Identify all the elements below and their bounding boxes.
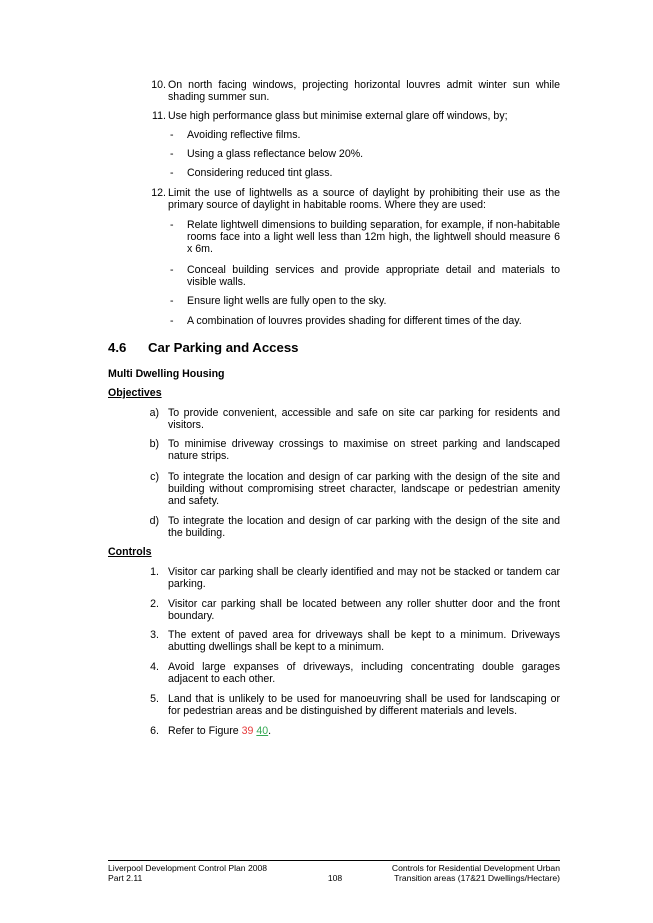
objective-text: To integrate the location and design of car parking with the design of the site and the building. [168,515,560,540]
bullet-text: Using a glass reflectance below 20%. [187,148,364,160]
control-number: 5. [150,693,159,705]
control-text [168,725,560,737]
item-number: 10. [151,79,166,91]
control-number: 2. [150,598,159,610]
subheading: Multi Dwelling Housing [108,368,225,380]
dash-bullet: - [170,315,174,327]
control-text: Visitor car parking shall be located between any roller shutter door and the front boundary. [168,598,560,623]
item-text: On north facing windows, projecting horizontal louvres admit winter sun while shading summer sun. [168,79,560,104]
bullet-text: Considering reduced tint glass. [187,167,333,179]
item-number: 12. [151,187,166,199]
control-text-suffix: . [268,725,272,737]
objective-text: To minimise driveway crossings to maximise on street parking and landscaped nature strips. [168,438,560,463]
dash-bullet: - [170,148,174,160]
footer-rule [108,860,560,861]
objective-text: To provide convenient, accessible and safe on site car parking for residents and visitors. [168,407,560,432]
control-number: 4. [150,661,159,673]
deleted-figure-ref: 39 [241,725,254,737]
footer-section-title: Controls for Residential Development Urban [391,863,560,873]
inserted-figure-link[interactable]: 40 [256,725,269,737]
footer-left [108,863,267,884]
footer-right [360,863,560,884]
control-number: 1. [150,566,159,578]
footer-doc-title: Liverpool Development Control Plan 2008 [108,863,268,873]
control-text: Visitor car parking shall be clearly identified and may not be stacked or tandem car parking. [168,566,560,591]
control-text-prefix: Refer to Figure [168,725,242,737]
item-text: Limit the use of lightwells as a source of daylight by prohibiting their use as the primary source of daylight in habitable rooms. Where they are used: [168,187,560,212]
objectives-heading: Objectives [108,387,162,399]
dash-bullet: - [170,295,174,307]
objective-label: a) [149,407,159,419]
footer-section-subtitle: Transition areas (17&21 Dwellings/Hectare) [394,873,560,884]
objective-label: d) [149,515,159,527]
bullet-text: Ensure light wells are fully open to the sky. [187,295,387,307]
section-heading [108,340,299,355]
control-number: 6. [150,725,159,737]
page-number: 108 [327,873,343,883]
item-text: Use high performance glass but minimise external glare off windows, by; [168,110,508,122]
dash-bullet: - [170,129,174,141]
bullet-text: A combination of louvres provides shading for different times of the day. [187,315,522,327]
section-number: 4.6 [108,340,127,355]
objective-text: To integrate the location and design of car parking with the design of the site and building without compromising street character, landscape or pedestrian amenity and safety. [168,471,560,508]
bullet-text: Relate lightwell dimensions to building separation, for example, if non-habitable rooms face into a light well less than 12m high, the lightwell should measure 6 x 6m. [187,219,560,256]
control-number: 3. [150,629,159,641]
section-title: Car Parking and Access [148,340,299,355]
footer-part: Part 2.11 [108,873,143,884]
bullet-text: Conceal building services and provide appropriate detail and materials to visible walls. [187,264,560,289]
item-number: 11. [152,110,166,122]
control-text: Land that is unlikely to be used for manoeuvring shall be used for landscaping or for pedestrian areas and be distinguished by different materials and levels. [168,693,560,718]
control-text: The extent of paved area for driveways shall be kept to a minimum. Driveways abutting dwellings shall be kept to a minimum. [168,629,560,654]
objective-label: b) [149,438,159,450]
dash-bullet: - [170,167,174,179]
controls-heading: Controls [108,546,152,558]
dash-bullet: - [170,219,174,231]
dash-bullet: - [170,264,174,276]
bullet-text: Avoiding reflective films. [187,129,301,141]
control-text: Avoid large expanses of driveways, including concentrating double garages adjacent to each other. [168,661,560,686]
objective-label: c) [150,471,159,483]
